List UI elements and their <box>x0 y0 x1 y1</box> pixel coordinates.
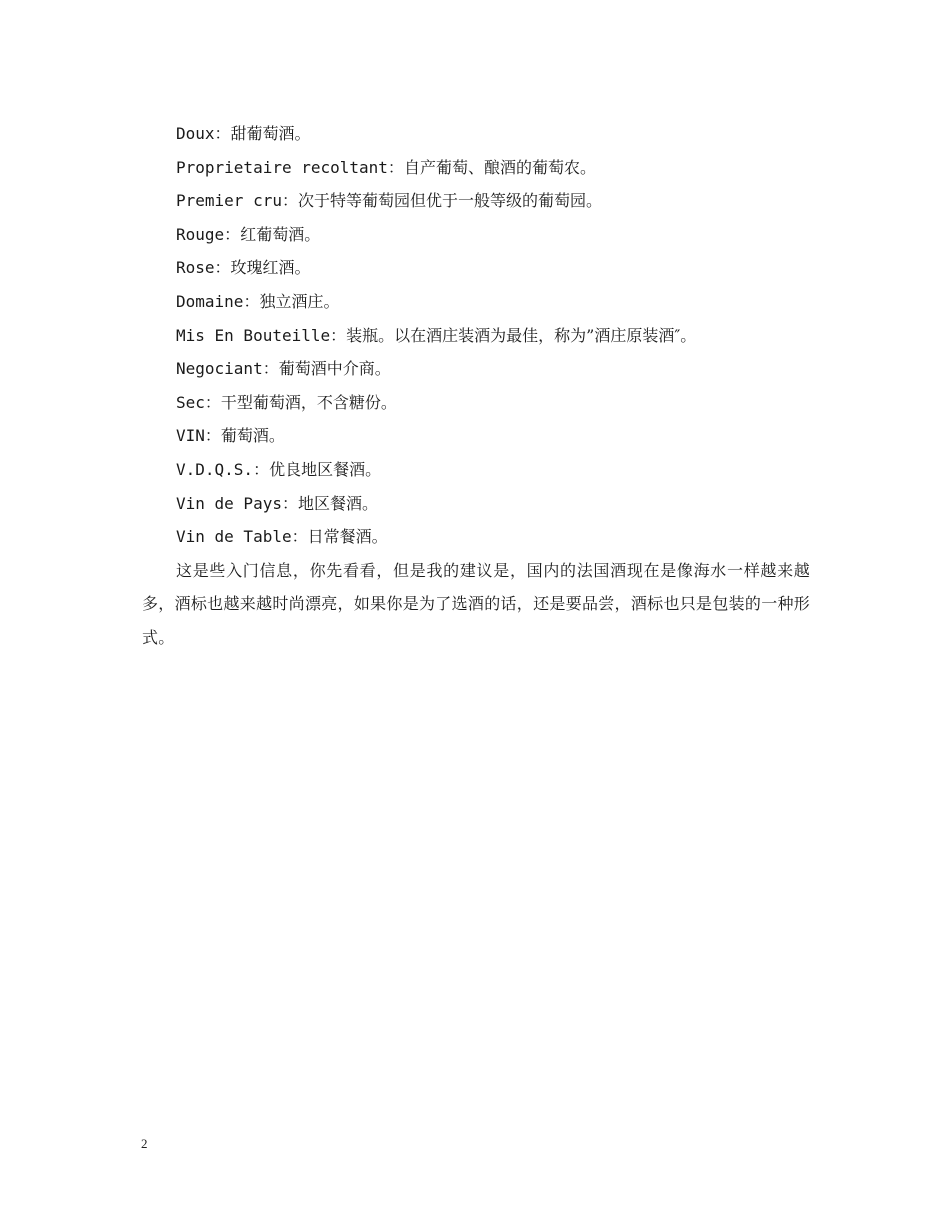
glossary-item <box>142 319 810 353</box>
glossary-term: VIN <box>176 426 205 446</box>
glossary-term: Vin de Pays <box>176 493 282 513</box>
glossary-term: Vin de Table <box>176 527 292 547</box>
glossary-item <box>142 520 810 554</box>
glossary-separator: ： <box>243 291 260 311</box>
glossary-separator: ： <box>204 392 221 412</box>
glossary-definition: 干型葡萄酒，不含糖份。 <box>220 392 397 412</box>
glossary-separator: ： <box>262 359 279 379</box>
glossary-definition: 地区餐酒。 <box>297 493 378 513</box>
glossary-term: Rose <box>176 258 215 278</box>
glossary-separator: ： <box>224 224 241 244</box>
glossary-separator: ： <box>330 325 347 345</box>
wine-glossary <box>142 117 810 554</box>
glossary-item <box>142 487 810 521</box>
glossary-item <box>142 218 810 252</box>
glossary-definition: 自产葡萄、酿酒的葡萄农。 <box>403 157 596 177</box>
glossary-separator: ： <box>253 459 270 479</box>
glossary-term: Rouge <box>176 224 225 244</box>
glossary-definition: 玫瑰红酒。 <box>230 258 311 278</box>
page-number: 2 <box>141 1136 148 1151</box>
advice-paragraph: 这是些入门信息，你先看看，但是我的建议是，国内的法国酒现在是像海水一样越来越多，酒标也越来越时尚漂亮，如果你是为了选酒的话，还是要品尝，酒标也只是包装的一种形式。 <box>142 560 810 647</box>
glossary-separator: ： <box>204 426 221 446</box>
glossary-item <box>142 352 810 386</box>
glossary-definition: 次于特等葡萄园但优于一般等级的葡萄园。 <box>297 191 602 211</box>
glossary-item <box>142 419 810 453</box>
glossary-item <box>142 184 810 218</box>
glossary-definition: 红葡萄酒。 <box>240 224 321 244</box>
glossary-item <box>142 151 810 185</box>
glossary-definition: 装瓶。以在酒庄装酒为最佳，称为”酒庄原装酒″。 <box>346 325 697 345</box>
page-content <box>142 117 810 655</box>
glossary-definition: 葡萄酒中介商。 <box>278 359 391 379</box>
glossary-separator: ： <box>214 124 231 143</box>
glossary-separator: ： <box>291 527 308 547</box>
glossary-definition: 优良地区餐酒。 <box>269 459 382 479</box>
glossary-item <box>142 453 810 487</box>
glossary-definition: 日常餐酒。 <box>307 527 388 547</box>
glossary-item <box>142 251 810 285</box>
glossary-term: Mis En Bouteille <box>176 325 331 345</box>
glossary-separator: ： <box>281 493 298 513</box>
glossary-separator: ： <box>387 157 404 177</box>
glossary-item <box>142 117 810 151</box>
glossary-term: Proprietaire recoltant <box>176 157 388 177</box>
glossary-definition: 葡萄酒。 <box>220 426 285 446</box>
glossary-item <box>142 285 810 319</box>
glossary-definition: 独立酒庄。 <box>259 291 340 311</box>
glossary-definition: 甜葡萄酒。 <box>230 124 311 143</box>
glossary-term: Sec <box>176 392 205 412</box>
glossary-term: Negociant <box>176 359 263 379</box>
glossary-term: V.D.Q.S. <box>176 459 254 479</box>
glossary-term: Doux <box>176 124 215 143</box>
glossary-term: Domaine <box>176 291 244 311</box>
glossary-term: Premier cru <box>176 191 282 211</box>
glossary-item <box>142 386 810 420</box>
glossary-separator: ： <box>214 258 231 278</box>
glossary-separator: ： <box>281 191 298 211</box>
